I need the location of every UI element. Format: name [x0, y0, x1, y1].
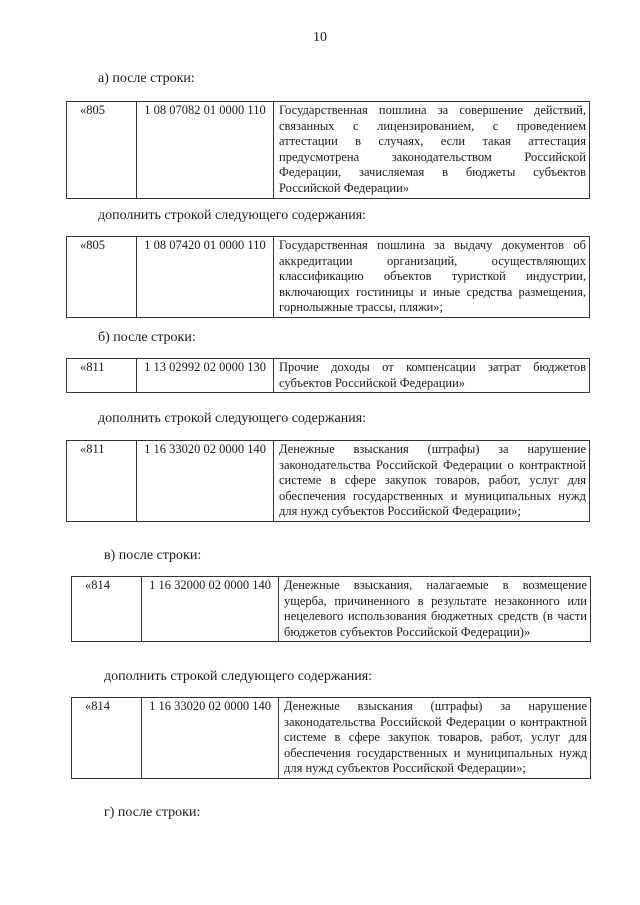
lead-text: в) после строки:: [104, 548, 202, 563]
admin-code-cell: «811: [67, 359, 137, 393]
kbk-cell: 1 16 32000 02 0000 140: [142, 577, 279, 642]
description-cell: Денежные взыскания (штрафы) за нарушение законодательства Российской Федерации о контрактной системе в сфере закупок товаров, работ, услуг для обеспечения государственных и муниципальных нужд для нужд субъектов Российской Федерации»;: [279, 698, 591, 779]
budget-row-table: [71, 576, 591, 642]
description-cell: Денежные взыскания, налагаемые в возмещение ущерба, причиненного в результате незаконного или нецелевого использования бюджетных средств (в части бюджетов субъектов Российской Федерации)»: [279, 577, 591, 642]
lead-text: дополнить строкой следующего содержания:: [104, 669, 373, 684]
description-cell: Государственная пошлина за совершение действий, связанных с лицензированием, с проведением аттестации в случаях, если такая аттестация предусмотрена законодательством Российской Федерации, зачисляемая в бюджеты субъектов Российской Федерации»: [274, 102, 590, 199]
admin-code-cell: «814: [72, 698, 142, 779]
description-cell: Прочие доходы от компенсации затрат бюджетов субъектов Российской Федерации»: [274, 359, 590, 393]
admin-code-cell: «814: [72, 577, 142, 642]
kbk-cell: 1 16 33020 02 0000 140: [142, 698, 279, 779]
lead-text: дополнить строкой следующего содержания:: [98, 411, 367, 426]
budget-row-table: [66, 440, 590, 522]
budget-row-table: [66, 358, 590, 393]
lead-text: б) после строки:: [98, 330, 196, 345]
admin-code-cell: «805: [67, 102, 137, 199]
closing-lead-text: г) после строки:: [104, 805, 201, 820]
kbk-cell: 1 08 07420 01 0000 110: [137, 237, 274, 318]
budget-row-table: [71, 697, 591, 779]
budget-row-table: [66, 101, 590, 199]
lead-text: а) после строки:: [98, 71, 195, 86]
lead-text: дополнить строкой следующего содержания:: [98, 208, 367, 223]
admin-code-cell: «805: [67, 237, 137, 318]
budget-row-table: [66, 236, 590, 318]
description-cell: Государственная пошлина за выдачу документов об аккредитации организаций, осуществляющих классификацию объектов туристкой индустрии, включающих гостиницы и иные средства размещения, горнолыжные трассы, пляжи»;: [274, 237, 590, 318]
description-cell: Денежные взыскания (штрафы) за нарушение законодательства Российской Федерации о контрактной системе в сфере закупок товаров, работ, услуг для обеспечения государственных и муниципальных нужд для нужд субъектов Российской Федерации»;: [274, 441, 590, 522]
kbk-cell: 1 08 07082 01 0000 110: [137, 102, 274, 199]
kbk-cell: 1 13 02992 02 0000 130: [137, 359, 274, 393]
kbk-cell: 1 16 33020 02 0000 140: [137, 441, 274, 522]
page-number: 10: [313, 30, 327, 45]
admin-code-cell: «811: [67, 441, 137, 522]
